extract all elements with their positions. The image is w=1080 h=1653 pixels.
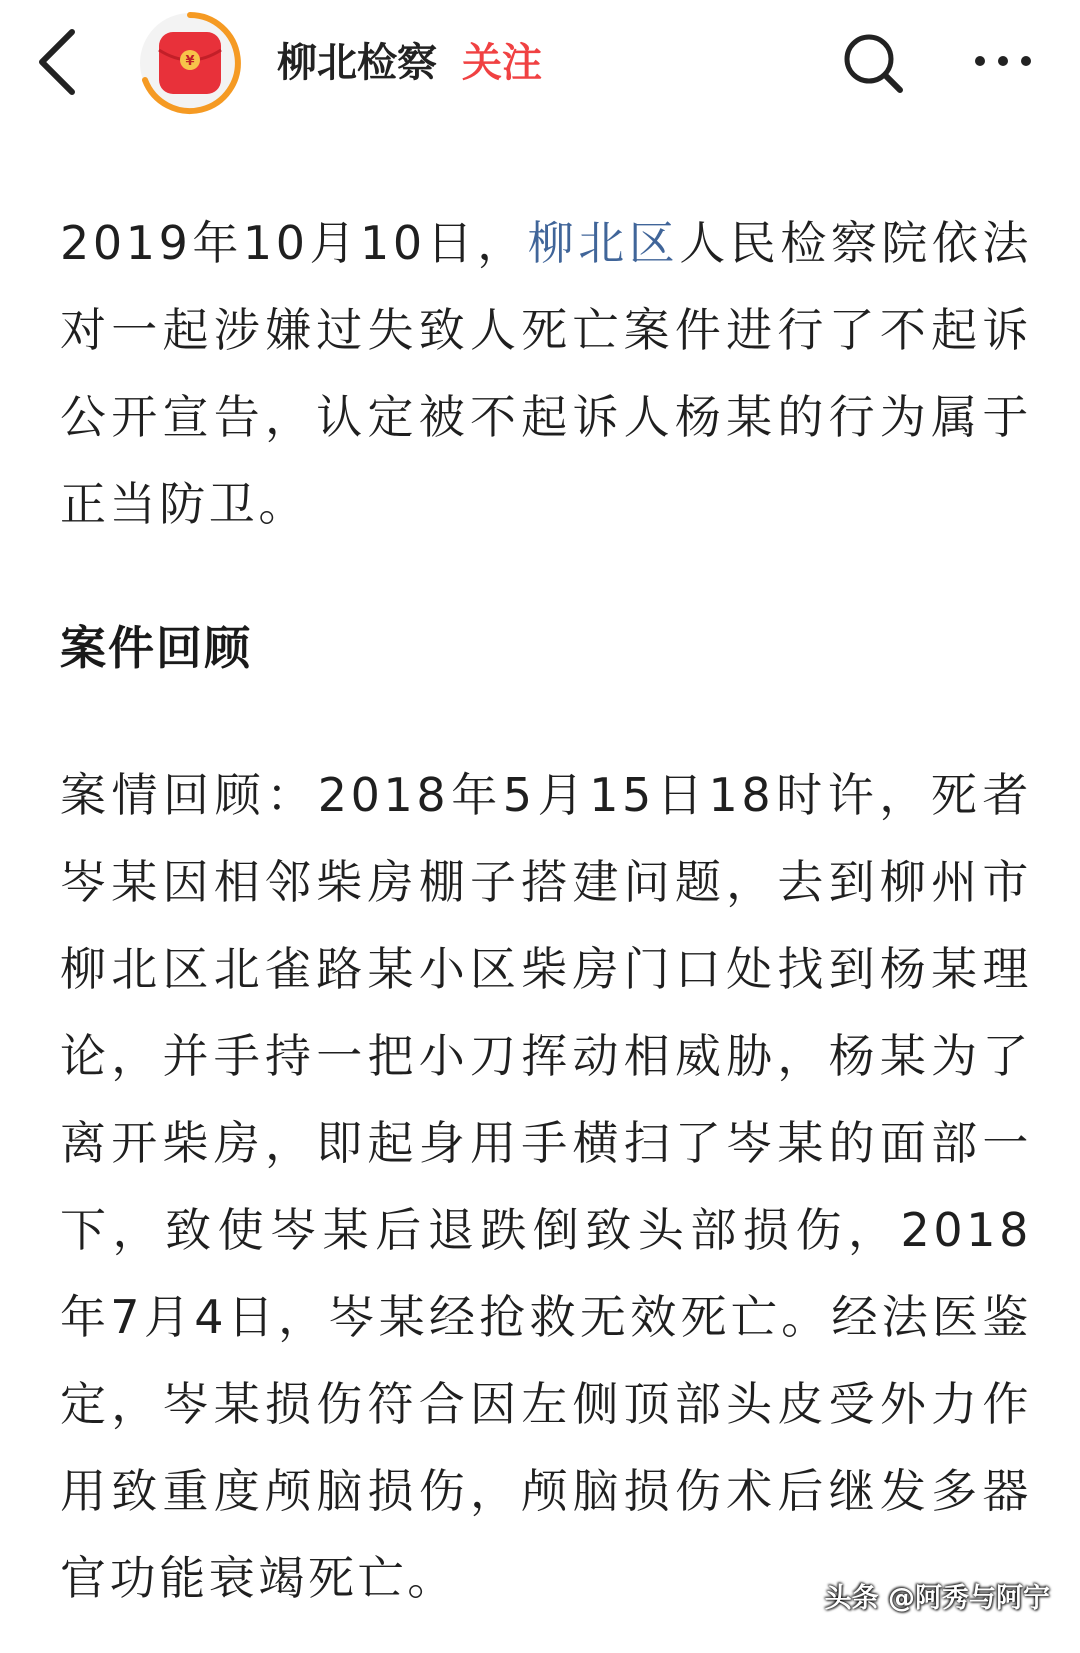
follow-button[interactable]: 关注 [462, 40, 542, 86]
back-button[interactable] [30, 22, 90, 102]
search-icon [838, 28, 908, 98]
svg-text:¥: ¥ [185, 54, 195, 69]
link-liubei-district[interactable]: 柳北区 [527, 216, 680, 270]
paragraph-text-start: 2019年10月10日， [60, 216, 528, 270]
chevron-left-icon [30, 22, 90, 102]
section-heading: 案件回顾 [60, 621, 252, 675]
paragraph-announcement [60, 200, 1032, 548]
more-dots-icon [968, 36, 1038, 86]
top-navigation-bar [0, 0, 1080, 125]
account-name[interactable]: 柳北检察 [277, 40, 437, 86]
paragraph-text-end: 人民检察院依法对一起涉嫌过失致人死亡案件进行了不起诉公开宣告，认定被不起诉人杨某的行为属于正当防卫。 [60, 216, 1032, 531]
paragraph-case-review: 案情回顾：2018年5月15日18时许，死者岑某因相邻柴房棚子搭建问题，去到柳州市柳北区北雀路某小区柴房门口处找到杨某理论，并手持一把小刀挥动相威胁，杨某为了离开柴房，即起身用手横扫了岑某的面部一下，致使岑某后退跌倒致头部损伤，2018年7月4日，岑某经抢救无效死亡。经法医鉴定，岑某损伤符合因左侧顶部头皮受外力作用致重度颅脑损伤，颅脑损伤术后继发多器官功能衰竭死亡。 [60, 768, 1032, 1605]
red-envelope-icon [137, 10, 243, 116]
account-avatar[interactable] [137, 10, 243, 116]
search-button[interactable] [838, 28, 908, 98]
source-watermark: 头条 @阿秀与阿宁 [824, 1583, 1050, 1614]
more-button[interactable] [968, 36, 1038, 86]
